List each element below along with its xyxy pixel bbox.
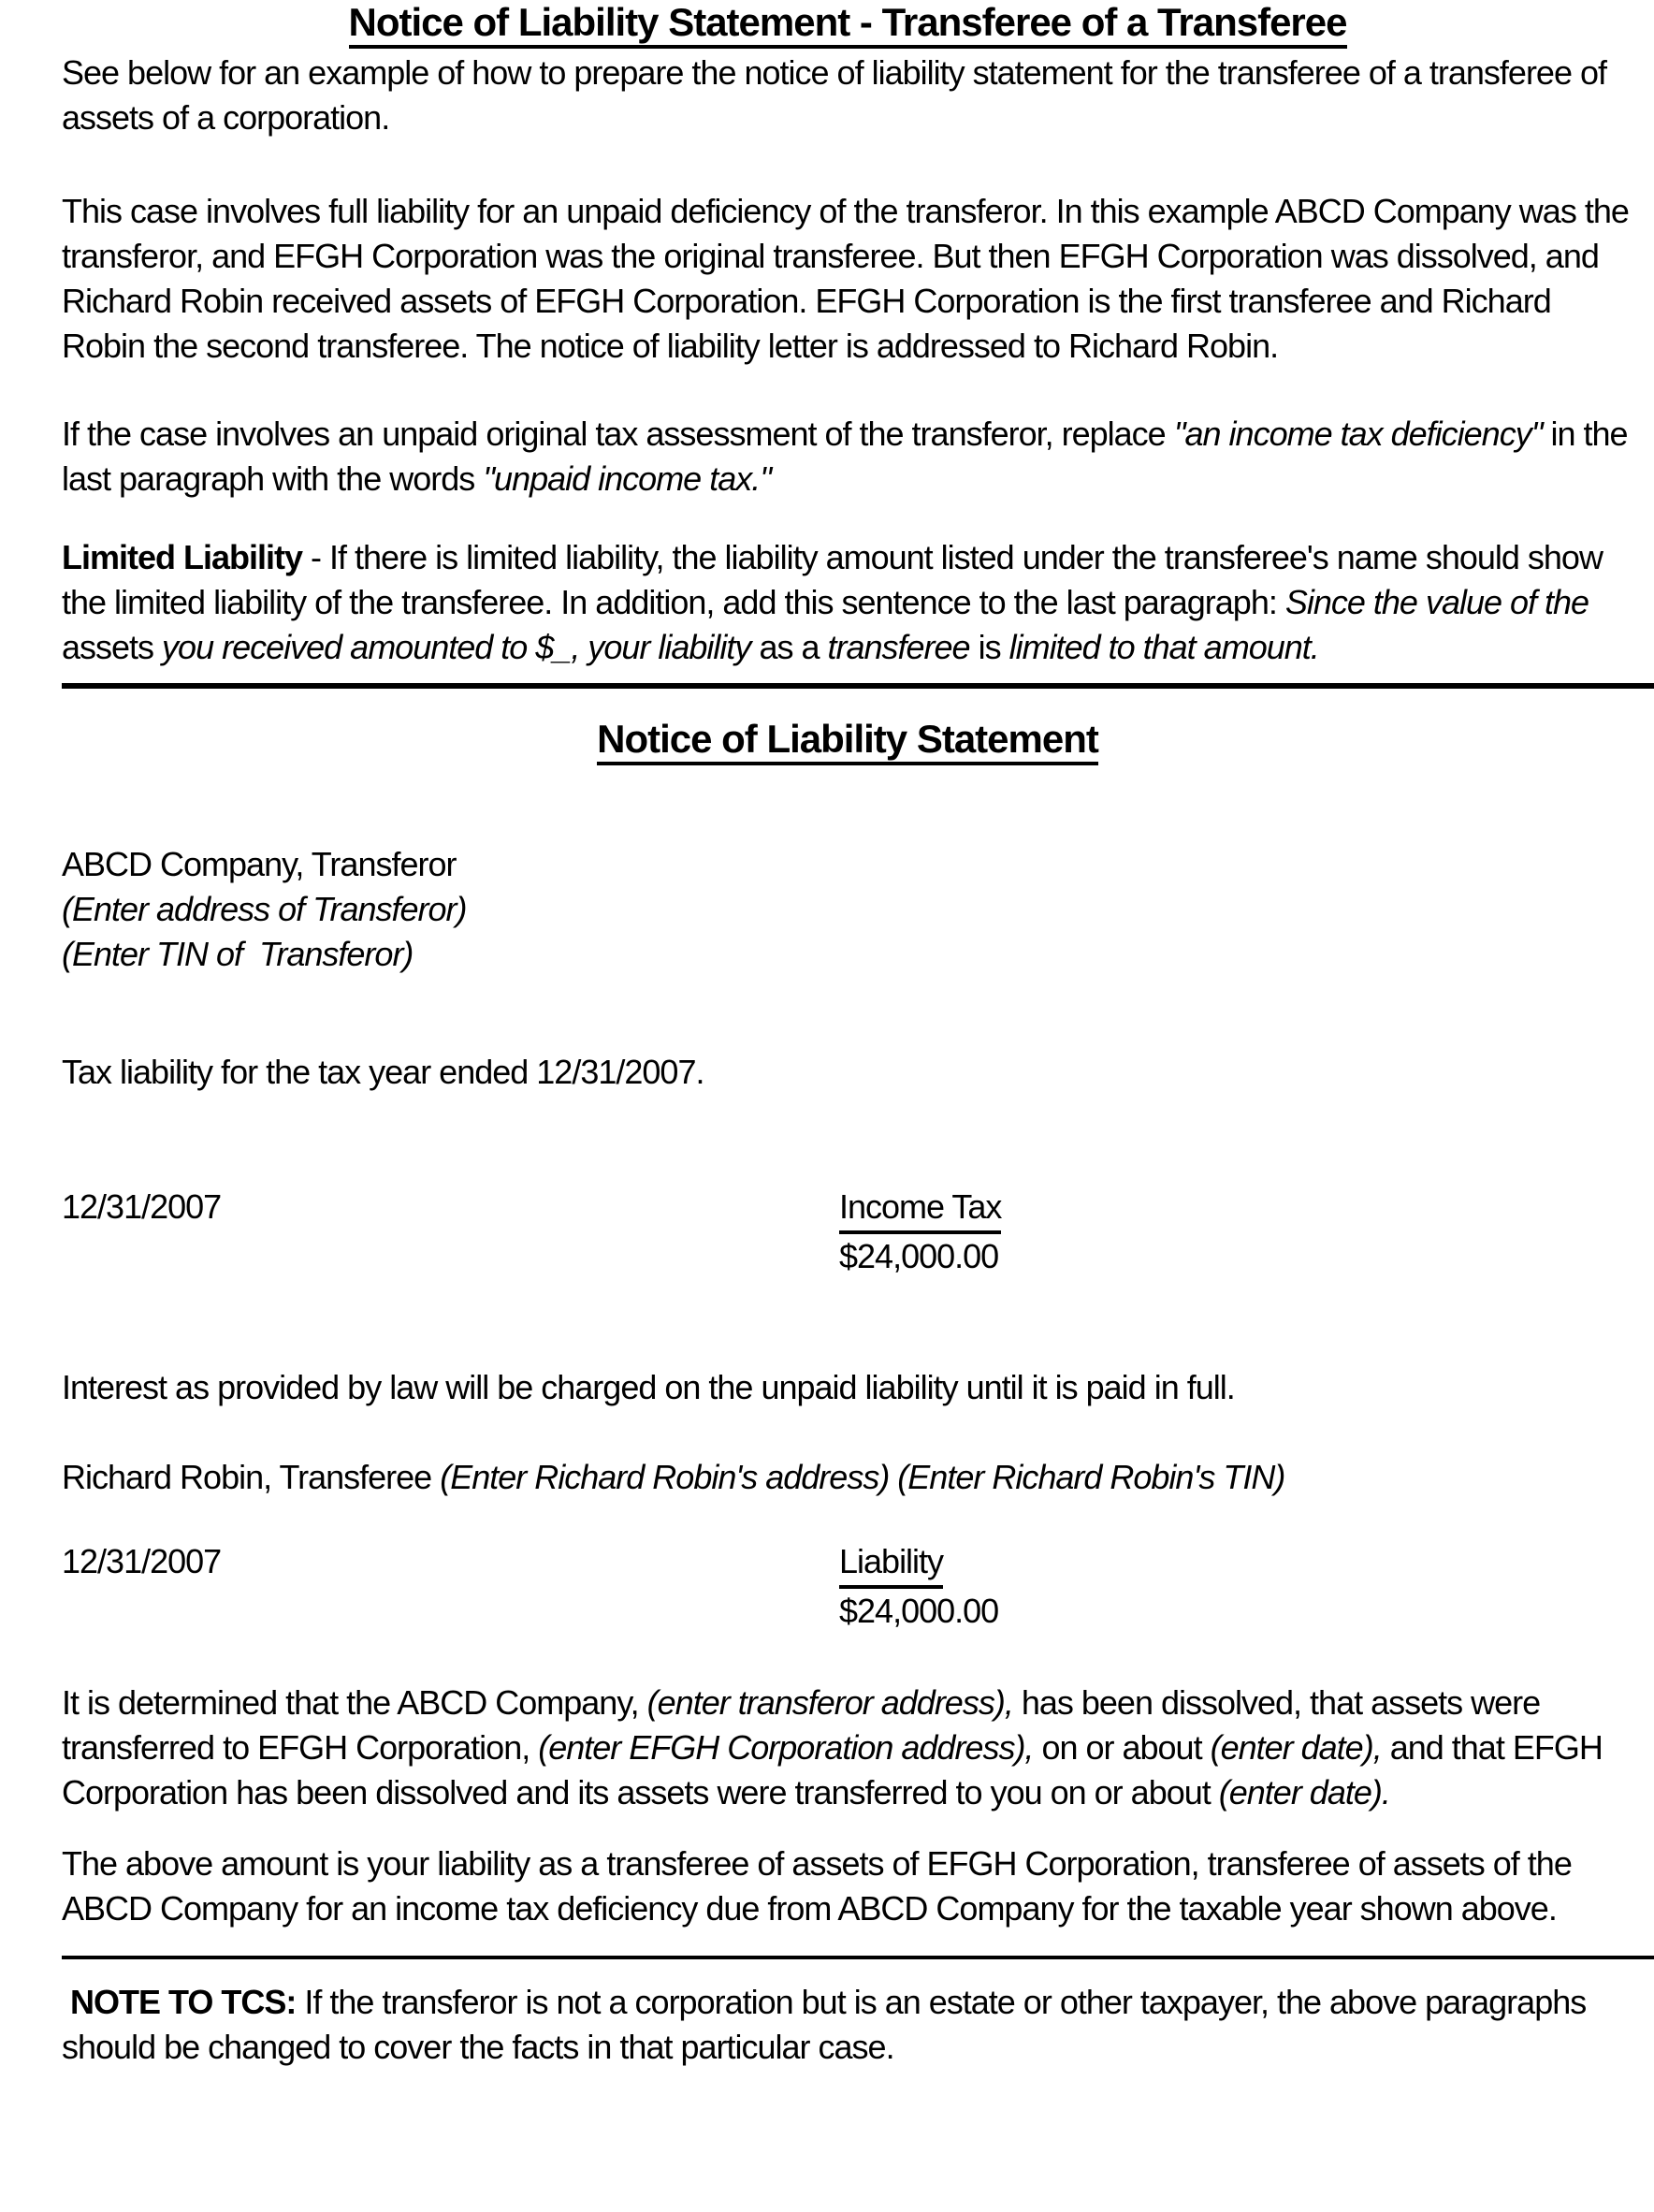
interest-line: Interest as provided by law will be charged on the unpaid liability until it is paid in full. [62,1368,1235,1406]
liability-date: 12/31/2007 [62,1542,222,1580]
det-italic-2: (enter EFGH Corporation address), [538,1728,1034,1767]
p4-text-4: is [978,628,1009,666]
note-divider [62,1956,1654,1959]
det-italic-1: (enter transferor address), [646,1683,1013,1722]
p4-text-3: as a [759,628,828,666]
p4-italic-4: limited to that amount. [1008,628,1319,666]
p4-italic-2: you received amounted to $_, your liability [162,628,760,666]
tax-year-line: Tax liability for the tax year ended 12/31/2007. [62,1053,704,1091]
section-divider [62,683,1654,689]
liability-column [839,1539,998,1634]
liability-amount: $24,000.00 [839,1592,999,1630]
income-tax-label: Income Tax [839,1185,1001,1234]
note-label: NOTE TO TCS: [62,1983,297,2021]
liability-row [62,1539,1633,1634]
det-text-1: It is determined that the ABCD Company, [62,1683,647,1722]
det-italic-3: (enter date), [1210,1728,1382,1767]
transferor-name: ABCD Company, Transferor [62,845,457,883]
p3-text-2: in the last paragraph with the words [62,415,1636,498]
intro-paragraph-2: This case involves full liability for an unpaid deficiency of the transferor. In this example ABCD Company was the transferor, and EFGH Corporation was the original transferee. But then EFGH Corporation was dissolved, and Richard Robin received assets of EFGH Corporation. EFGH Corporation is the first transferee and Richard Robin the second transferee. The notice of liability letter is addressed to Richard Robin. [62,192,1637,365]
transferee-placeholders: (Enter Richard Robin's address) (Enter Richard Robin's TIN) [440,1458,1285,1496]
statement-heading-text: Notice of Liability Statement [597,717,1098,765]
liability-summary-paragraph: The above amount is your liability as a transferee of assets of EFGH Corporation, transferee of assets of the ABCD Company for an income tax deficiency due from ABCD Company for the taxable year shown above. [62,1844,1578,1928]
p4-text-2: assets [62,628,163,666]
note-text: If the transferor is not a corporation but is an estate or other taxpayer, the above paragraphs should be changed to cover the facts in that particular case. [62,1983,1595,2066]
det-italic-4: (enter date). [1218,1773,1390,1812]
transferor-tin-placeholder: (Enter TIN of Transferor) [62,935,414,973]
det-text-4: and that EFGH Corporation has been dissolved and its assets were transferred to you on or about [62,1728,1611,1812]
income-tax-column [839,1185,1001,1279]
note-paragraph [62,1980,1633,2070]
transferee-name: Richard Robin, Transferee [62,1458,441,1496]
determination-paragraph [62,1681,1633,1815]
page-title-text: Notice of Liability Statement - Transferee of a Transferee [349,0,1347,49]
limited-liability-label: Limited Liability [62,538,303,576]
p3-text-1: If the case involves an unpaid original tax assessment of the transferor, replace [62,415,1174,453]
income-tax-date: 12/31/2007 [62,1187,222,1226]
intro-paragraph-1: See below for an example of how to prepare the notice of liability statement for the transferee of a transferee of assets of a corporation. [62,53,1616,137]
det-text-3: on or about [1033,1728,1211,1767]
liability-label: Liability [839,1539,943,1589]
p4-text-1: - If there is limited liability, the liability amount listed under the transferee's name should show the limited liability of the transferee. In addition, add this sentence to the last paragraph: [62,538,1611,621]
det-text-2: has been dissolved, that assets were transferred to EFGH Corporation, [62,1683,1549,1767]
limited-liability-paragraph [62,535,1633,670]
statement-heading [62,717,1633,762]
p3-italic-2: "unpaid income tax." [483,459,772,498]
p3-italic-1: "an income tax deficiency" [1173,415,1543,453]
transferor-address-placeholder: (Enter address of Transferor) [62,890,467,928]
p4-italic-1: Since the value of the [1284,583,1598,621]
intro-paragraph-3 [62,412,1636,502]
transferor-block [62,842,1633,977]
income-tax-row [62,1185,1633,1279]
page-title [62,0,1633,45]
income-tax-amount: $24,000.00 [839,1237,999,1275]
p4-italic-3: transferee [827,628,979,666]
transferee-line [62,1455,1633,1500]
